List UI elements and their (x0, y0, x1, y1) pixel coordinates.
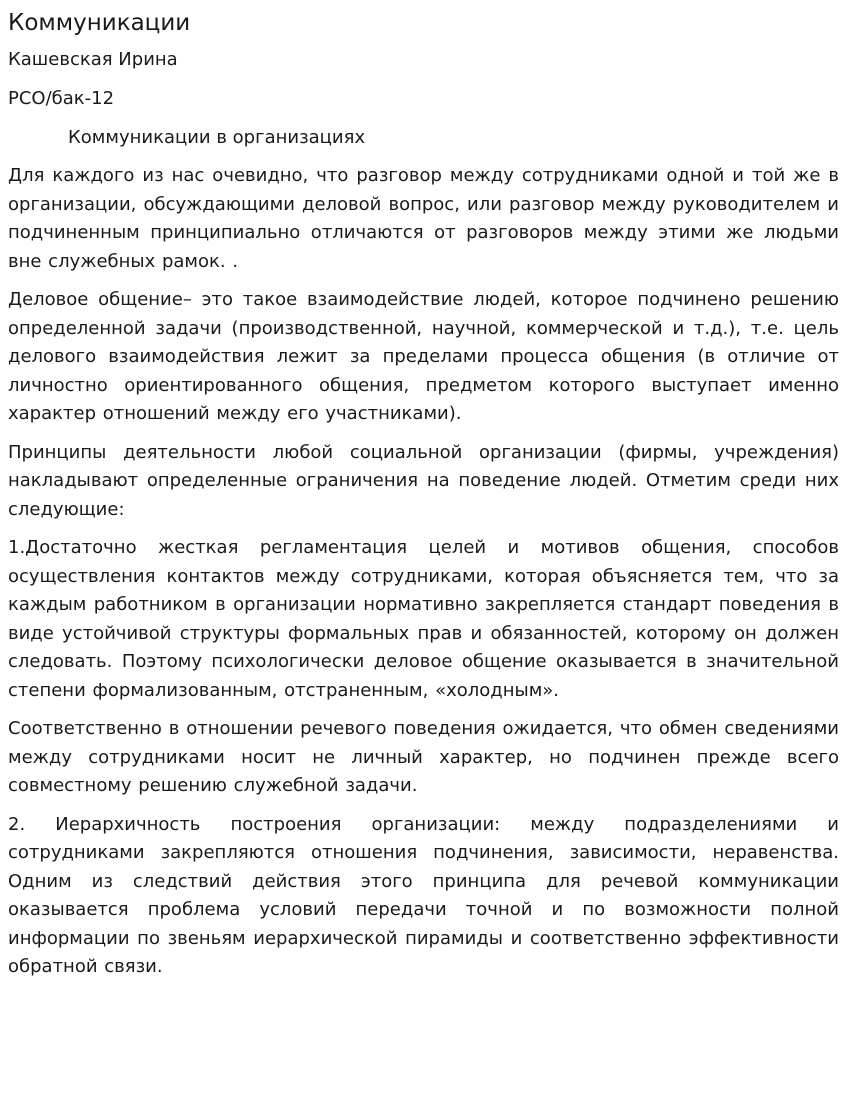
author-name: Кашевская Ирина (8, 49, 178, 70)
paragraph-business-communication: Деловое общение– это такое взаимодействие людей, которое подчинено решению определенной задачи (производственной, научной, коммерческой и т.д.), т.е. цель делового взаимодействия лежит за пределами процесса общения (в отличие от личностно ориентированного общения, предметом которого выступает именно характер отношений между его участниками). (8, 289, 839, 424)
document-title: Коммуникации (8, 10, 191, 36)
paragraph-principle-2: 2. Иерархичность построения организации: между подразделениями и сотрудниками закрепляются отношения подчинения, зависимости, неравенства. Одним из следствий действия этого принципа для речевой коммуникации оказывается проблема условий передачи точной и по возможности полной информации по звеньям иерархической пирамиды и соответственно эффективности обратной связи. (8, 813, 839, 977)
paragraph-intro: Для каждого из нас очевидно, что разговор между сотрудниками одной и той же в организации, обсуждающими деловой вопрос, или разговор между руководителем и подчиненным принципиально отличаются от разговоров между этими же людьми вне служебных рамок. . (8, 165, 839, 272)
paragraph-speech-behavior: Соответственно в отношении речевого поведения ожидается, что обмен сведениями между сотрудниками носит не личный характер, но подчинен прежде всего совместному решению служебной задачи. (8, 718, 839, 796)
group-code: РСО/бак-12 (8, 88, 115, 109)
section-heading: Коммуникации в организациях (68, 127, 366, 148)
paragraph-principles: Принципы деятельности любой социальной организации (фирмы, учреждения) накладывают определенные ограничения на поведение людей. Отметим среди них следующие: (8, 441, 839, 520)
paragraph-principle-1: 1.Достаточно жесткая регламентация целей и мотивов общения, способов осуществления контактов между сотрудниками, которая объясняется тем, что за каждым работником в организации нормативно закрепляется стандарт поведения в виде устойчивой структуры формальных прав и обязанностей, которому он должен следовать. Поэтому психологически деловое общение оказывается в значительной степени формализованным, отстраненным, «холодным». (8, 537, 839, 701)
